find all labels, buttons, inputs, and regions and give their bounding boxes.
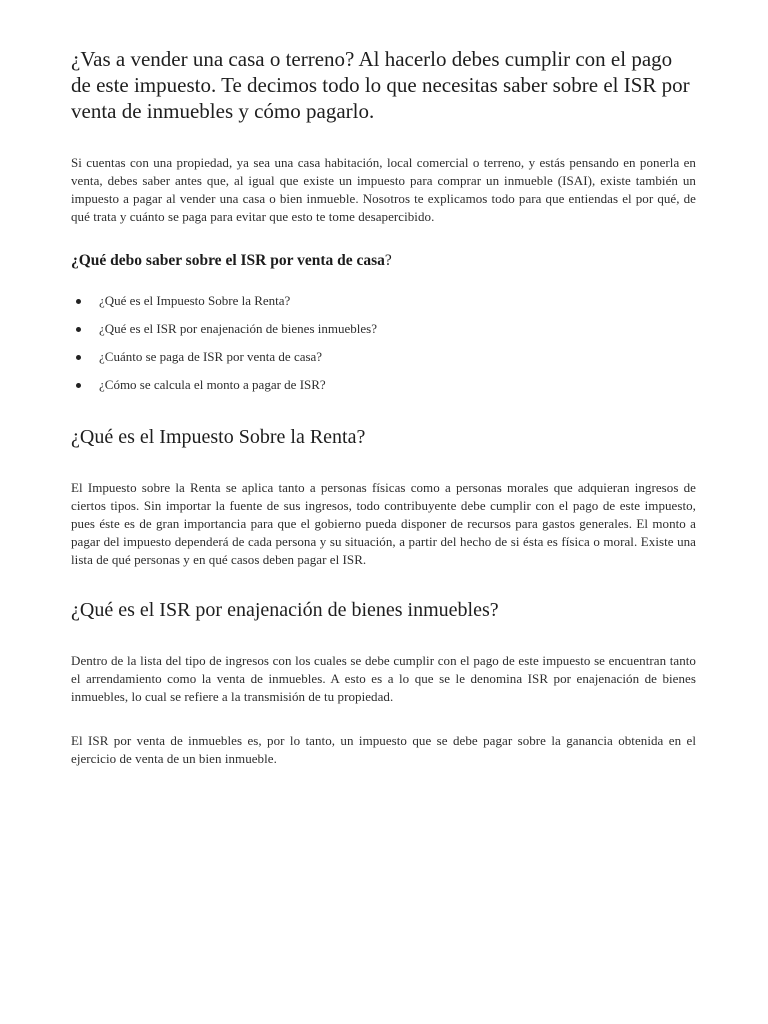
- list-item: [71, 376, 696, 394]
- list-item: [71, 348, 696, 366]
- section-isr-title: ¿Qué es el Impuesto Sobre la Renta?: [71, 426, 366, 448]
- list-item-text: ¿Qué es el Impuesto Sobre la Renta?: [99, 293, 291, 308]
- toc-list: [71, 292, 696, 394]
- list-item: [71, 292, 696, 310]
- toc-heading-text: ¿Qué debo saber sobre el ISR por venta de casa: [71, 252, 385, 269]
- toc-heading-mark: ?: [384, 252, 392, 269]
- section-enajenacion-title: ¿Qué es el ISR por enajenación de bienes inmuebles?: [71, 599, 499, 621]
- bullet-icon: [76, 355, 81, 360]
- list-item-text: ¿Qué es el ISR por enajenación de bienes inmuebles?: [99, 321, 377, 336]
- toc-heading: [71, 252, 696, 270]
- intro-paragraph: Si cuentas con una propiedad, ya sea una casa habitación, local comercial o terreno, y estás pensando en ponerla en venta, debes saber antes que, al igual que existe un impuesto para comprar un inmueble (ISAI), existe también un impuesto a pagar al vender una casa o bien inmueble. Nosotros te explicamos todo para que entiendas el por qué, de qué trata y cuánto se paga para evitar que esto te tome desapercibido.: [71, 155, 696, 224]
- list-item-text: ¿Cómo se calcula el monto a pagar de ISR?: [99, 377, 326, 392]
- section-enajenacion-paragraph-1: Dentro de la lista del tipo de ingresos con los cuales se debe cumplir con el pago de este impuesto se encuentran tanto el arrendamiento como la venta de inmuebles. A esto es a lo que se le denomina ISR por enajenación de bienes inmuebles, lo cual se refiere a la transmisión de tu propiedad.: [71, 653, 696, 704]
- list-item: [71, 320, 696, 338]
- bullet-icon: [76, 299, 81, 304]
- list-item-text: ¿Cuánto se paga de ISR por venta de casa?: [99, 349, 323, 364]
- intro-title: ¿Vas a vender una casa o terreno? Al hacerlo debes cumplir con el pago de este impuesto. Te decimos todo lo que necesitas saber sobre el ISR por venta de inmuebles y cómo pagarlo.: [71, 47, 690, 123]
- section-isr-paragraph: El Impuesto sobre la Renta se aplica tanto a personas físicas como a personas morales que adquieran ingresos de ciertos tipos. Sin importar la fuente de sus ingresos, todo contribuyente debe cumplir con el pago de este impuesto, pues éste es de gran importancia para que el gobierno pueda disponer de recursos para gastos generales. El monto a pagar del impuesto dependerá de cada persona y su situación, a partir del hecho de si ésta es física o moral. Existe una lista de qué personas y en qué casos deben pagar el ISR.: [71, 480, 696, 567]
- bullet-icon: [76, 327, 81, 332]
- section-enajenacion-paragraph-2: El ISR por venta de inmuebles es, por lo tanto, un impuesto que se debe pagar sobre la ganancia obtenida en el ejercicio de venta de un bien inmueble.: [71, 733, 696, 766]
- bullet-icon: [76, 383, 81, 388]
